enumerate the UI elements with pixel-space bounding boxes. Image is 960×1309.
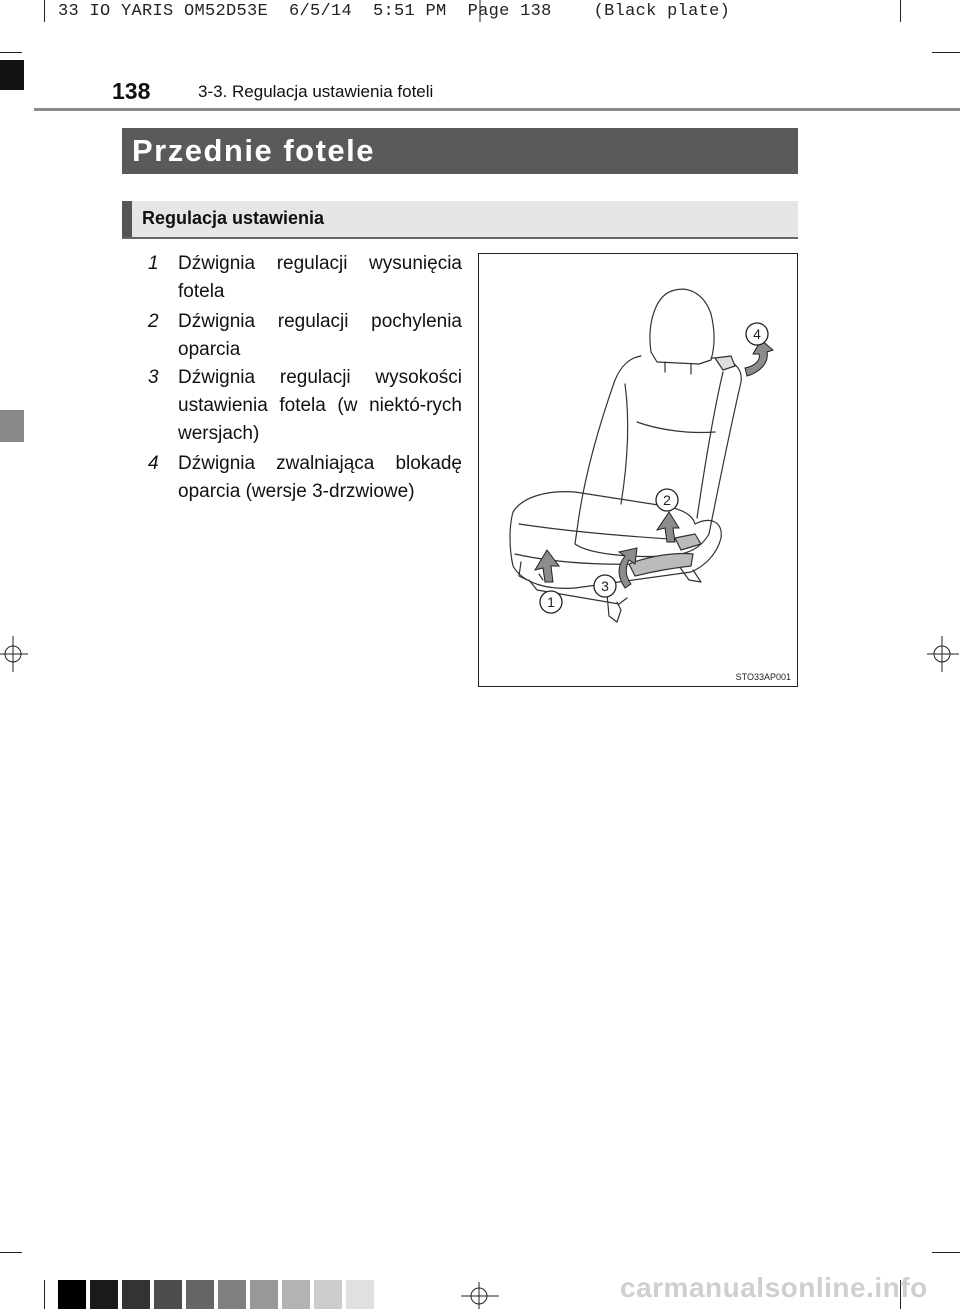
- arrow-slide: [535, 550, 559, 582]
- seat-drawing: [479, 254, 797, 686]
- registration-mark-bottom: [455, 1282, 505, 1309]
- callout-1: 1: [547, 594, 555, 610]
- crop-mark: [0, 52, 22, 53]
- header-rule: [34, 108, 960, 111]
- crop-mark: [932, 1252, 960, 1253]
- item-text: Dźwignia regulacji wysokości ustawienia fotela (w niektó-rych wersjach): [178, 367, 462, 444]
- figure-code: STO33AP001: [735, 672, 791, 682]
- running-header: 3-3. Regulacja ustawienia foteli: [198, 82, 434, 101]
- registration-mark-right: [925, 632, 960, 676]
- crop-mark: [900, 0, 901, 22]
- item-number: 4: [148, 453, 159, 474]
- section-title: Przednie fotele: [132, 133, 375, 168]
- item-number: 2: [148, 311, 159, 332]
- list-item: [148, 250, 462, 306]
- registration-mark-left: [0, 632, 30, 676]
- item-number: 3: [148, 367, 159, 388]
- crop-mark: [0, 1252, 22, 1253]
- subsection-title: Regulacja ustawienia: [142, 208, 325, 228]
- subsection-title-bar: [122, 201, 798, 239]
- swatch: [122, 1280, 150, 1309]
- headrest: [650, 289, 714, 364]
- crop-mark: [44, 0, 45, 22]
- callout-2: 2: [663, 492, 671, 508]
- print-slug: 33 IO YARIS OM52D53E 6/5/14 5:51 PM Page 138 (Black plate): [58, 2, 731, 21]
- callout-3: 3: [601, 578, 609, 594]
- item-text: Dźwignia zwalniająca blokadę oparcia (wersje 3-drzwiowe): [178, 453, 462, 502]
- swatch: [314, 1280, 342, 1309]
- list-item: [148, 450, 462, 506]
- section-title-bar: [122, 128, 798, 174]
- subsection-accent: [122, 201, 132, 237]
- swatch: [186, 1280, 214, 1309]
- registration-mark-top: [462, 0, 498, 24]
- swatch: [346, 1280, 374, 1309]
- list-item: [148, 364, 462, 448]
- chapter-thumb-tab: [0, 60, 24, 90]
- item-text: Dźwignia regulacji wysunięcia fotela: [178, 253, 462, 302]
- callout-4: 4: [753, 326, 761, 342]
- swatch: [58, 1280, 86, 1309]
- seat-illustration: [478, 253, 798, 687]
- item-text: Dźwignia regulacji pochylenia oparcia: [178, 311, 462, 360]
- page-number: 138: [112, 78, 151, 104]
- section-thumb-tab: [0, 410, 24, 442]
- swatch: [154, 1280, 182, 1309]
- list-item: [148, 308, 462, 364]
- swatch: [282, 1280, 310, 1309]
- crop-mark: [932, 52, 960, 53]
- swatch: [218, 1280, 246, 1309]
- crop-mark: [44, 1280, 45, 1309]
- item-number: 1: [148, 253, 159, 274]
- swatch: [250, 1280, 278, 1309]
- swatch: [90, 1280, 118, 1309]
- backrest: [575, 356, 741, 557]
- footer-watermark: carmanualsonline.info: [620, 1272, 928, 1303]
